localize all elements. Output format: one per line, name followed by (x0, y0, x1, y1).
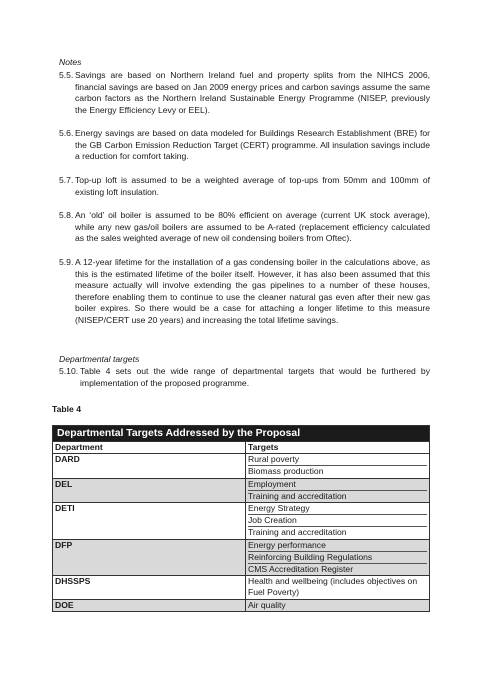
department-cell: DFP (53, 539, 246, 576)
note-number: 5.6. (59, 128, 74, 138)
target-item: Employment (248, 479, 427, 491)
note-text: A 12-year lifetime for the installation of a gas condensing boiler in the calculations above, as this is the estimated lifetime of the boiler itself. However, it has also been assumed that this measure actually will involve extending the gas pipelines to a number of these houses, therefore enabling them to continue to use the cleaner natural gas even after their new gas boiler expires. So there would be a case for attaching a longer lifetime to this measure (NISEP/CERT use 20 years) and increasing the total lifetime savings. (75, 257, 430, 325)
departmental-targets-heading: Departmental targets (59, 354, 140, 364)
table-row (53, 503, 430, 540)
table-row (53, 454, 430, 478)
note-5-7 (59, 175, 430, 198)
targets-cell (246, 478, 430, 502)
target-item: Training and accreditation (248, 527, 347, 538)
notes-heading: Notes (59, 57, 82, 67)
table-header-row (53, 442, 430, 454)
note-5-10 (59, 366, 430, 389)
department-cell: DETI (53, 503, 246, 540)
department-cell: DOE (53, 599, 246, 611)
targets-cell (246, 539, 430, 576)
column-header-department: Department (53, 442, 246, 454)
target-item: Job Creation (248, 515, 427, 527)
target-item: Energy performance (248, 540, 427, 552)
department-cell: DARD (53, 454, 246, 478)
note-text: An ‘old’ oil boiler is assumed to be 80% efficient on average (current UK stock average), while any new gas/oil boilers are assumed to be A-rated (replacement efficiency calculated as the sales weighted average of new oil condensing boilers from Oftec). (75, 210, 430, 244)
note-number: 5.5. (59, 70, 74, 80)
target-item: Rural poverty (248, 454, 427, 466)
note-number: 5.9. (59, 257, 74, 267)
note-text: Table 4 sets out the wide range of departmental targets that would be furthered by implementation of the proposed programme. (80, 366, 430, 388)
departmental-targets-table (52, 425, 430, 612)
table-title-row (53, 426, 430, 442)
targets-cell (246, 503, 430, 540)
department-cell: DEL (53, 478, 246, 502)
department-cell: DHSSPS (53, 576, 246, 599)
note-number: 5.7. (59, 175, 74, 185)
note-number: 5.8. (59, 210, 74, 220)
table-row (53, 539, 430, 576)
note-text: Savings are based on Northern Ireland fuel and property splits from the NIHCS 2006, financial savings are based on Jan 2009 energy prices and carbon savings assume the same carbon factors as the Northern Ireland Sustainable Energy Programme (NISEP, previously the Energy Efficiency Levy or EEL). (75, 70, 430, 115)
target-item: Health and wellbeing (includes objectives on Fuel Poverty) (248, 576, 418, 598)
target-item: Biomass production (248, 466, 324, 477)
target-item: Reinforcing Building Regulations (248, 552, 427, 564)
targets-cell (246, 576, 430, 599)
table-title: Departmental Targets Addressed by the Proposal (53, 426, 430, 442)
note-number: 5.10. (59, 366, 79, 376)
table-row (53, 576, 430, 599)
column-header-targets: Targets (246, 442, 430, 454)
note-5-6 (59, 128, 430, 163)
targets-cell (246, 454, 430, 478)
note-5-5 (59, 70, 430, 116)
note-text: Top-up loft is assumed to be a weighted average of top-ups from 50mm and 100mm of existing loft insulation. (75, 175, 430, 197)
note-text: Energy savings are based on data modeled for Buildings Research Establishment (BRE) for the GB Carbon Emission Reduction Target (CERT) programme. All insulation savings include a reduction for comfort taking. (75, 128, 430, 162)
table-row (53, 478, 430, 502)
target-item: Air quality (248, 599, 286, 610)
note-5-8 (59, 210, 430, 245)
target-item: Training and accreditation (248, 490, 347, 501)
table-caption: Table 4 (52, 404, 81, 414)
table-row (53, 599, 430, 611)
targets-cell (246, 599, 430, 611)
target-item: Energy Strategy (248, 503, 427, 515)
note-5-9 (59, 257, 430, 327)
target-item: CMS Accreditation Register (248, 564, 354, 575)
